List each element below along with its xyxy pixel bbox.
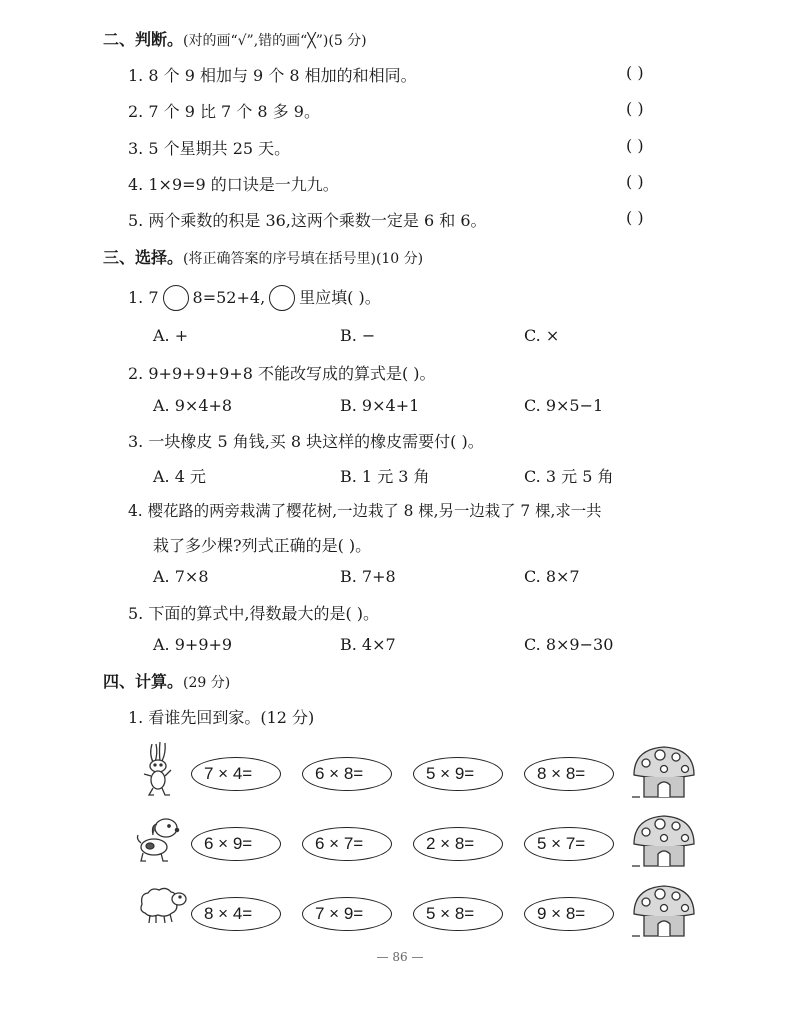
judge-item-2: 2. 7 个 9 比 7 个 8 多 9。 (128, 102, 320, 121)
mushroom-house-icon (630, 743, 698, 801)
calc-oval[interactable] (524, 827, 614, 861)
choice-q2: 2. 9+9+9+9+8 不能改写成的算式是( )。 (128, 364, 436, 383)
judge-answer-5[interactable]: ( ) (626, 208, 644, 227)
section2-title: 二、判断。 (103, 30, 184, 49)
mushroom-house-icon (630, 882, 698, 940)
calc-expression: 2 × 8= (426, 834, 475, 853)
page-number: — 86 — (376, 950, 424, 964)
section3-note: (将正确答案的序号填在括号里)(10 分) (183, 251, 424, 267)
choice-q5-option-b[interactable]: B. 4×7 (340, 635, 396, 654)
calc-expression: 9 × 8= (537, 904, 586, 923)
calc-expression: 8 × 8= (537, 764, 586, 783)
calc-oval[interactable] (302, 897, 392, 931)
choice-q1-pre: 1. 7 (128, 288, 159, 307)
calc-oval[interactable] (302, 757, 392, 791)
calc-oval[interactable] (524, 757, 614, 791)
calc-expression: 6 × 7= (315, 834, 364, 853)
choice-q1-option-c[interactable]: C. × (524, 326, 560, 345)
judge-item-5: 5. 两个乘数的积是 36,这两个乘数一定是 6 和 6。 (128, 211, 487, 230)
calc-expression: 6 × 9= (204, 834, 253, 853)
choice-q2-option-b[interactable]: B. 9×4+1 (340, 396, 420, 415)
choice-q1 (128, 285, 381, 311)
blank-circle-icon (269, 285, 295, 311)
mushroom-house-icon (630, 812, 698, 870)
judge-answer-4[interactable]: ( ) (626, 172, 644, 191)
choice-q4-line1: 4. 樱花路的两旁栽满了樱花树,一边栽了 8 棵,另一边栽了 7 棵,求一共 (128, 502, 602, 520)
calc-expression: 7 × 4= (204, 764, 253, 783)
choice-q3-option-c[interactable]: C. 3 元 5 角 (524, 467, 614, 486)
calc-oval[interactable] (191, 827, 281, 861)
rabbit-icon (138, 740, 178, 798)
section3-title: 三、选择。 (103, 248, 184, 267)
section4-title: 四、计算。 (103, 672, 184, 691)
choice-q4-option-b[interactable]: B. 7+8 (340, 567, 396, 586)
calc-oval[interactable] (191, 897, 281, 931)
dog-icon (133, 815, 181, 865)
calc-oval[interactable] (302, 827, 392, 861)
judge-item-1: 1. 8 个 9 相加与 9 个 8 相加的和相同。 (128, 66, 417, 85)
choice-q1-mid: 8=52+4, (192, 288, 266, 307)
calc-expression: 5 × 9= (426, 764, 475, 783)
calc-expression: 5 × 7= (537, 834, 586, 853)
judge-item-4: 4. 1×9=9 的口诀是一九九。 (128, 175, 339, 194)
calc-oval[interactable] (413, 757, 503, 791)
calc-oval[interactable] (413, 827, 503, 861)
judge-answer-3[interactable]: ( ) (626, 136, 644, 155)
calc-oval[interactable] (191, 757, 281, 791)
choice-q4-option-c[interactable]: C. 8×7 (524, 567, 580, 586)
judge-answer-1[interactable]: ( ) (626, 63, 644, 82)
choice-q1-post: 里应填( )。 (299, 288, 381, 307)
section2-note: (对的画“√”,错的画“╳”)(5 分) (183, 33, 367, 49)
choice-q3-option-a[interactable]: A. 4 元 (153, 467, 206, 486)
section4-note: (29 分) (183, 675, 231, 691)
section4-heading (103, 669, 230, 692)
section3-heading (103, 245, 423, 268)
calc-sub1-title: 1. 看谁先回到家。(12 分) (128, 708, 315, 727)
judge-item-3: 3. 5 个星期共 25 天。 (128, 139, 291, 158)
blank-circle-icon[interactable] (163, 285, 189, 311)
calc-expression: 7 × 9= (315, 904, 364, 923)
choice-q2-option-c[interactable]: C. 9×5−1 (524, 396, 604, 415)
choice-q4-line2: 栽了多少棵?列式正确的是( )。 (153, 536, 372, 555)
choice-q3-option-b[interactable]: B. 1 元 3 角 (340, 467, 430, 486)
calc-expression: 5 × 8= (426, 904, 475, 923)
choice-q2-option-a[interactable]: A. 9×4+8 (153, 396, 233, 415)
choice-q5-option-c[interactable]: C. 8×9−30 (524, 635, 614, 654)
calc-expression: 6 × 8= (315, 764, 364, 783)
choice-q4-option-a[interactable]: A. 7×8 (153, 567, 209, 586)
choice-q1-option-a[interactable]: A. + (153, 326, 189, 345)
calc-oval[interactable] (413, 897, 503, 931)
calc-oval[interactable] (524, 897, 614, 931)
choice-q1-option-b[interactable]: B. − (340, 326, 376, 345)
choice-q5-option-a[interactable]: A. 9+9+9 (153, 635, 233, 654)
section2-heading (103, 27, 367, 50)
calc-expression: 8 × 4= (204, 904, 253, 923)
choice-q5: 5. 下面的算式中,得数最大的是( )。 (128, 604, 380, 623)
choice-q3: 3. 一块橡皮 5 角钱,买 8 块这样的橡皮需要付( )。 (128, 432, 484, 451)
judge-answer-2[interactable]: ( ) (626, 99, 644, 118)
sheep-icon (136, 882, 188, 926)
